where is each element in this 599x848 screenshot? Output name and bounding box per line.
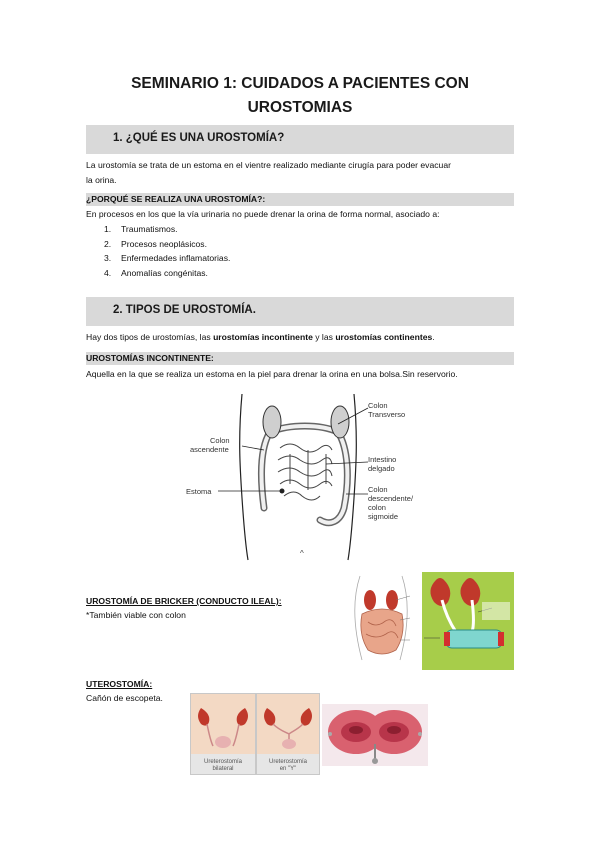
why-heading-bar	[86, 193, 514, 206]
list-item: 3. Enfermedades inflamatorias.	[104, 253, 231, 264]
section-2-heading: 2. TIPOS DE UROSTOMÍA.	[113, 304, 256, 316]
incontinent-text: Aquella en la que se realiza un estoma en la piel para drenar la orina en una bolsa.Sin reservorio.	[86, 369, 458, 379]
definition-line-1: La urostomía se trata de un estoma en el vientre realizado mediante cirugía para poder evacuar	[86, 160, 451, 170]
svg-text:descendente/: descendente/	[368, 494, 414, 503]
double-barrel-stoma-image	[322, 704, 428, 766]
list-item: 2. Procesos neoplásicos.	[104, 238, 207, 249]
label-intestino: Intestino	[368, 455, 397, 464]
why-text: En procesos en los que la vía urinaria no puede drenar la orina de forma normal, asociado a:	[86, 209, 440, 219]
continent-term: urostomías continentes	[335, 332, 433, 342]
uterostomia-text: Cañón de escopeta.	[86, 693, 163, 703]
section-2-heading-bar	[86, 297, 514, 326]
caption-y-2: en "Y"	[279, 766, 297, 772]
bricker-anatomy-image	[344, 570, 420, 666]
bricker-heading: UROSTOMÍA DE BRICKER (CONDUCTO ILEAL):	[86, 596, 282, 606]
incontinent-heading-bar	[86, 352, 514, 365]
types-intro: Hay dos tipos de urostomías, las urostomías incontinente y las urostomías continentes.	[86, 332, 435, 342]
title-line-1: SEMINARIO 1: CUIDADOS A PACIENTES CON	[131, 75, 469, 92]
uterostomia-heading: UTEROSTOMÍA:	[86, 679, 153, 689]
list-item: 4. Anomalías congénitas.	[104, 267, 208, 278]
svg-text:colon: colon	[368, 503, 386, 512]
section-1-heading: 1. ¿QUÉ ES UNA UROSTOMÍA?	[113, 132, 285, 144]
svg-text:Transverso: Transverso	[368, 410, 406, 419]
label-estoma: Estoma	[186, 487, 212, 496]
ureterostomy-bilateral-image	[190, 693, 256, 775]
definition-paragraph	[86, 158, 526, 187]
svg-text:sigmoide: sigmoide	[368, 512, 399, 521]
bricker-text: *También viable con colon	[86, 610, 186, 620]
svg-text:^: ^	[300, 549, 304, 558]
caption-y-1: Ureterostomía	[268, 759, 307, 765]
ureterostomy-y-image	[256, 693, 320, 775]
why-heading: ¿PORQUÉ SE REALIZA UNA UROSTOMÍA?:	[86, 194, 266, 204]
list-item: 1. Traumatismos.	[104, 224, 178, 234]
ileal-conduit-image	[422, 572, 514, 670]
label-colon-descendente: Colon	[368, 485, 388, 494]
caption-bilateral-2: bilateral	[212, 766, 234, 772]
svg-text:delgado: delgado	[368, 464, 395, 473]
incontinent-heading: UROSTOMÍAS INCONTINENTE:	[86, 353, 214, 363]
causes-list	[104, 222, 230, 280]
section-1-heading-bar	[86, 125, 514, 154]
svg-text:ascendente: ascendente	[190, 445, 229, 454]
incontinent-term: urostomías incontinente	[213, 332, 313, 342]
title-line-2: UROSTOMIAS	[247, 99, 353, 116]
label-colon-transverso: Colon	[368, 401, 388, 410]
label-colon-ascendente: Colon	[210, 436, 230, 445]
definition-line-2: la orina.	[86, 174, 117, 185]
caption-bilateral-1: Ureterostomía	[203, 759, 242, 765]
intestine-diagram	[180, 388, 430, 564]
page-title	[100, 72, 500, 120]
